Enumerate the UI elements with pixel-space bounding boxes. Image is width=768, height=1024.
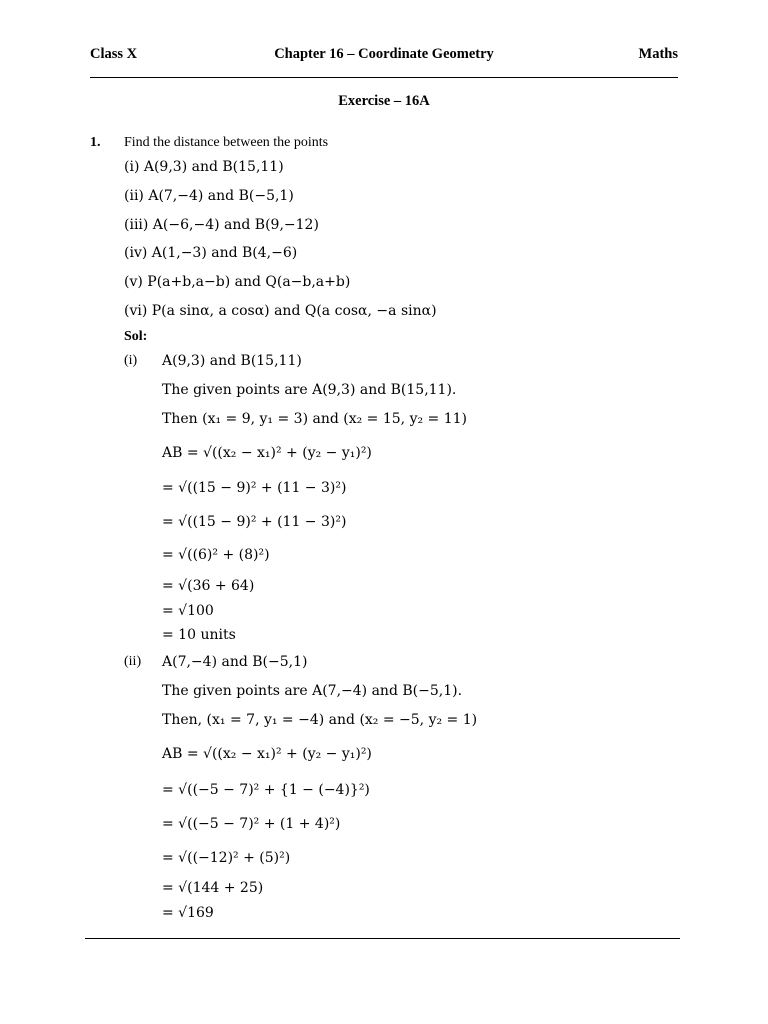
question-number: 1.: [90, 135, 101, 150]
solution-step: = √((6)² + (8)²): [162, 547, 270, 563]
question-part: (ii) A(7,−4) and B(−5,1): [124, 188, 294, 204]
solution-step: = √100: [162, 603, 214, 619]
solution-part-heading: A(9,3) and B(15,11): [162, 353, 302, 369]
question-part: (iv) A(1,−3) and B(4,−6): [124, 245, 298, 261]
header-class: Class X: [90, 46, 138, 62]
footer-divider: [85, 938, 680, 939]
page-header: [90, 46, 678, 66]
solution-step: = √((15 − 9)² + (11 − 3)²): [162, 480, 347, 496]
solution-step: = √((−5 − 7)² + {1 − (−4)}²): [162, 782, 370, 798]
solution-part-heading: A(7,−4) and B(−5,1): [162, 654, 308, 670]
question-part: (v) P(a+b,a−b) and Q(a−b,a+b): [124, 274, 351, 290]
question-part: (iii) A(−6,−4) and B(9,−12): [124, 217, 319, 233]
header-subject: Maths: [638, 46, 678, 62]
solution-given: The given points are A(7,−4) and B(−5,1).: [162, 683, 463, 699]
solution-step: AB = √((x₂ − x₁)² + (y₂ − y₁)²): [162, 746, 372, 762]
solution-label: Sol:: [124, 329, 148, 344]
question-part: (i) A(9,3) and B(15,11): [124, 159, 284, 175]
solution-step: = 10 units: [162, 627, 236, 643]
solution-step: = √((15 − 9)² + (11 − 3)²): [162, 514, 347, 530]
solution-then: Then (x₁ = 9, y₁ = 3) and (x₂ = 15, y₂ = 11): [162, 411, 468, 427]
question-text: Find the distance between the points: [124, 135, 329, 150]
exercise-title: Exercise – 16A: [338, 93, 430, 109]
solution-step: = √169: [162, 905, 214, 921]
solution-step: = √((−5 − 7)² + (1 + 4)²): [162, 816, 341, 832]
solution-step: = √(36 + 64): [162, 578, 255, 594]
solution-step: = √(144 + 25): [162, 880, 264, 896]
header-divider: [90, 77, 678, 78]
solution-part-label: (ii): [124, 654, 142, 669]
solution-then: Then, (x₁ = 7, y₁ = −4) and (x₂ = −5, y₂ = 1): [162, 712, 478, 728]
solution-part-label: (i): [124, 353, 138, 368]
question-part: (vi) P(a sinα, a cosα) and Q(a cosα, −a sinα): [124, 303, 437, 319]
solution-step: AB = √((x₂ − x₁)² + (y₂ − y₁)²): [162, 445, 372, 461]
solution-given: The given points are A(9,3) and B(15,11).: [162, 382, 457, 398]
solution-step: = √((−12)² + (5)²): [162, 850, 291, 866]
header-chapter: Chapter 16 – Coordinate Geometry: [274, 46, 494, 62]
